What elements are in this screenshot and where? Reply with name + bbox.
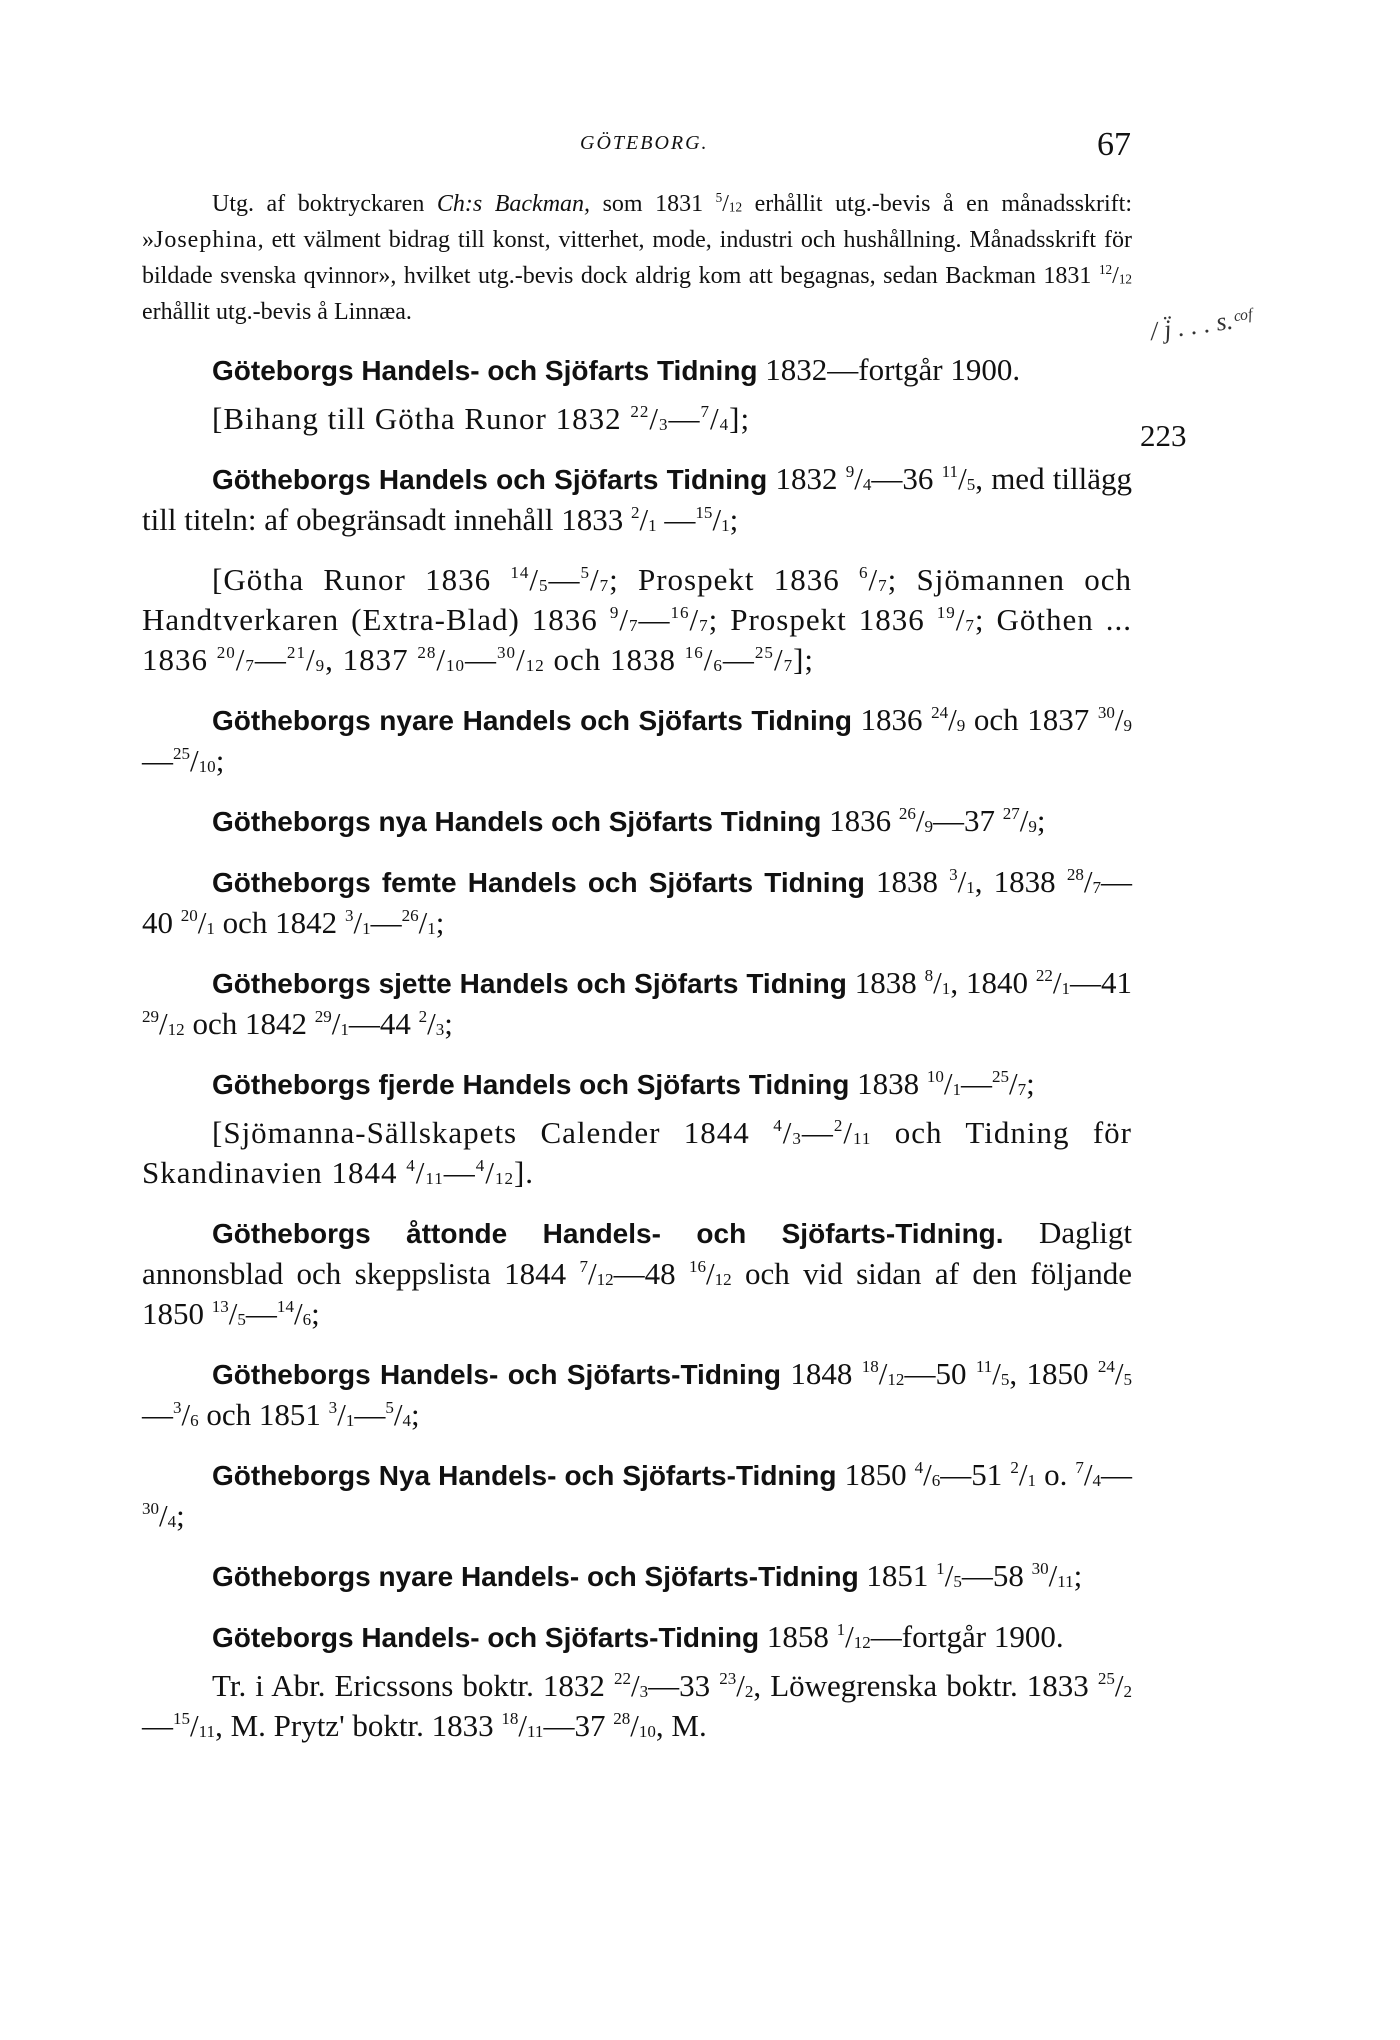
entry-title: Götheborgs sjette Handels och Sjöfarts Tidning (212, 968, 847, 999)
entry-gotheborgs-fjerde-1838: Götheborgs fjerde Handels och Sjöfarts Tidning 1838 $^{10}/_1—^{25}/_7$; (212, 1066, 1035, 1101)
body-text (142, 186, 1132, 1766)
entry-goteborgs-handels-1858: Göteborgs Handels- och Sjöfarts-Tidning 1858 $^1/_{12}—fortgår$ 1900. (212, 1619, 1064, 1654)
margin-reference-number: 223 (1140, 418, 1187, 453)
entry-title: Götheborgs femte Handels och Sjöfarts Tidning (212, 867, 865, 898)
entry-title: Götheborgs åttonde Handels- och Sjöfarts-Tidning. (212, 1218, 1004, 1249)
entry-gotheborgs-femte-1838: Götheborgs femte Handels och Sjöfarts Tidning 1838 $^3/_1$, 1838 $^{28}/_7—40$ $^{20}/_1$ och 1842 $^3/_1—^{26}/_1$; (142, 864, 1132, 940)
entry-title: Götheborgs nyare Handels och Sjöfarts Tidning (212, 705, 852, 736)
entry-gotheborgs-nya-1850: Götheborgs Nya Handels- och Sjöfarts-Tidning 1850 $^4/_6—51$ $^2/_1$ o. $^7/_4—^{30}/_4$; (142, 1457, 1133, 1533)
entry-gotheborgs-attonde-1844: Götheborgs åttonde Handels- och Sjöfarts-Tidning. Dagligt annonsblad och skeppslista 1844 $^7/_{12}—48$ $^{16}/_{12}$ och vid sidan af den följande 1850 $^{13}/_5—^{14}/_6$; (142, 1215, 1133, 1331)
entry-gotheborgs-handels-1832-36: Götheborgs Handels och Sjöfarts Tidning 1832 $^9/_4—36$ $^{11}/_5$, med tillägg till titeln: af obegränsadt innehåll 1833 $^2/_1$ $—^{15}/_1$; (142, 461, 1133, 537)
entry-gotheborgs-nyare-1851: Götheborgs nyare Handels- och Sjöfarts-Tidning 1851 $^1/_5—58$ $^{30}/_{11}$; (212, 1558, 1083, 1593)
running-title: GÖTEBORG. (580, 132, 709, 154)
page-header (0, 126, 1400, 166)
entry-title: Götheborgs Nya Handels- och Sjöfarts-Tidning (212, 1460, 837, 1491)
entry-title: Götheborgs nyare Handels- och Sjöfarts-Tidning (212, 1561, 859, 1592)
page-number: 67 (1097, 126, 1131, 163)
entry-goteborgs-handels-1832: Göteborgs Handels- och Sjöfarts Tidning 1832—fortgår 1900. (212, 352, 1021, 387)
printers-paragraph: Tr. i Abr. Ericssons boktr. 1832 $^{22}/_3—33$ $^{23}/_2$, Löwegrenska boktr. 1833 $^{25}/_2—^{15}/_{11}$, M. Prytz' boktr. 1833 $^{18}/_{11}—37$ $^{28}/_{10}$, M. (142, 1668, 1132, 1743)
entry-title: Götheborgs fjerde Handels och Sjöfarts Tidning (212, 1069, 850, 1100)
entry-gotheborgs-nya-1836: Götheborgs nya Handels och Sjöfarts Tidning 1836 $^{26}/_9—37$ $^{27}/_9$; (212, 803, 1046, 838)
intro-paragraph: Utg. af boktryckaren Ch:s Backman, som 1831 $^5/_{12}$ erhållit utg.-bevis å en månadsskrift: »Josephina, ett välment bidrag till konst, vitterhet, mode, industri och hushållning. Månadsskrift för bildade svenska qvinnor», hvilket utg.-bevis dock aldrig kom att begagnas, sedan Backman 1831 $^{12}/_{12}$ erhållit utg.-bevis å Linnæa. (142, 189, 1132, 325)
entry-bihang-gotha-runor: [Bihang till Götha Runor 1832 $^{22}/_3—^7/_4$]; (212, 401, 751, 436)
entry-gotheborgs-sjette-1838: Götheborgs sjette Handels och Sjöfarts Tidning 1838 $^8/_1$, 1840 $^{22}/_1—41$ $^{29}/_{12}$ och 1842 $^{29}/_1—44$ $^2/_3$; (142, 965, 1132, 1041)
entry-sjomanna-sallskapets-calender: [Sjömanna-Sällskapets Calender 1844 $^4/_3—^2/_{11}$ och Tidning för Skandinavien 1844 $^4/_{11}—^4/_{12}$]. (142, 1115, 1132, 1190)
entry-title: Göteborgs Handels- och Sjöfarts-Tidning (212, 1622, 760, 1653)
entry-gotheborgs-nyare-1836: Götheborgs nyare Handels och Sjöfarts Tidning 1836 $^{24}/_9$ och 1837 $^{30}/_9—^{25}/_{10}$; (142, 702, 1132, 778)
entry-title: Götheborgs Handels och Sjöfarts Tidning (212, 464, 768, 495)
margin-handwritten-note: / j̈ . . . s.ᶜᵒᶠ (1148, 303, 1254, 346)
entry-title: Götheborgs Handels- och Sjöfarts-Tidning (212, 1359, 782, 1390)
entry-gotheborgs-handels-1848: Götheborgs Handels- och Sjöfarts-Tidning 1848 $^{18}/_{12}—50$ $^{11}/_5$, 1850 $^{24}/_5—^3/_6$ och 1851 $^3/_1—^5/_4$; (142, 1356, 1133, 1432)
entry-title: Götheborgs nya Handels och Sjöfarts Tidning (212, 806, 822, 837)
entry-gotha-runor-prospekt: [Götha Runor 1836 $^{14}/_5—^5/_7$; Prospekt 1836 $^6/_7$; Sjömannen och Handtverkaren (Extra-Blad) 1836 $^9/_7—^{16}/_7$; Prospekt 1836 $^{19}/_7$; Göthen ... 1836 $^{20}/_7—^{21}/_9$, 1837 $^{28}/_{10}—^{30}/_{12}$ och 1838 $^{16}/_6—^{25}/_7$]; (142, 562, 1132, 677)
entry-title: Göteborgs Handels- och Sjöfarts Tidning (212, 355, 758, 386)
